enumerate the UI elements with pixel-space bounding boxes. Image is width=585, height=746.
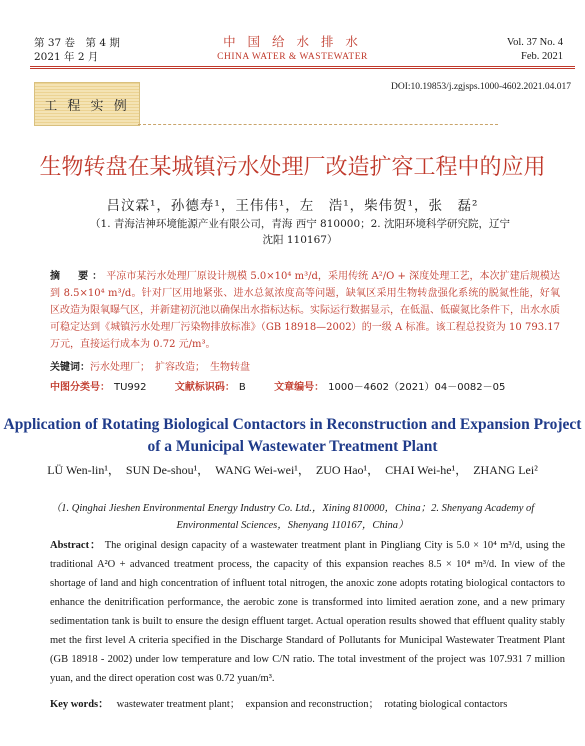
badge-divider bbox=[138, 124, 498, 125]
abstract-en-label: Abstract： bbox=[50, 540, 102, 551]
doi[interactable]: DOI:10.19853/j.zgjsps.1000-4602.2021.04.017 bbox=[391, 82, 571, 92]
clc-label: 中图分类号： bbox=[50, 382, 110, 393]
date-cn: 2021 年 2 月 bbox=[34, 51, 99, 63]
title-cn: 生物转盘在某城镇污水处理厂改造扩容工程中的应用 bbox=[39, 155, 546, 180]
journal-name bbox=[0, 34, 585, 64]
abstract-cn-text: 平凉市某污水处理厂原设计规模 5.0×10⁴ m³/d，采用传统 A²/O + 深度处理工艺，本次扩建后规模达到 8.5×10⁴ m³/d。针对厂区用地紧张、进水总氮浓度高等问题，缺氧区采用生物转盘强化系统的脱氮性能，好氧区改造为限氧曝气区，并新建初沉池以确保出水指标达标。实际运行数据显示，在低温、低碳氮比条件下，出水水质可稳定达到《城镇污水处理厂污染物排放标准》（GB 18918—2002）的一级 A 标准。该工程总投资为 10 793.17 万元，直接运行成本为 0.72 元/m³。 bbox=[50, 271, 560, 350]
abstract-en bbox=[50, 536, 565, 688]
title-en: Application of Rotating Biological Contactors in Reconstruction and Expansion Project of a Municipal Wastewater Treatment Plant bbox=[3, 416, 582, 455]
header-rule-bottom bbox=[30, 68, 575, 69]
article-no-value: 1000－4602（2021）04－0082－05 bbox=[328, 382, 506, 393]
keywords-cn-label: 关键词： bbox=[50, 362, 90, 373]
keywords-cn-text: 污水处理厂； 扩容改造； 生物转盘 bbox=[90, 362, 250, 373]
clc-value: TU992 bbox=[114, 382, 147, 393]
doc-code-value: B bbox=[238, 382, 246, 393]
abstract-cn-label: 摘 要： bbox=[50, 271, 107, 282]
section-badge: 工 程 实 例 bbox=[34, 82, 140, 126]
abstract-en-text: The original design capacity of a wastewater treatment plant in Pingliang City is 5.0 × 10⁴ m³/d, using the traditional A²O + advanced treatment process, the capacity of this expansion reaches 8.5 × 10⁴ m³/d. In view of the shortage of land and high concentration of influent total nitrogen, the anoxic zone adopts rotating biological contactors to enhance the denitrification performance, the aerobic zone is transformed into limited aeration zone, and a new primary sedimentation tank is built to ensure the design effluent target. Actual operation results showed that effluent quality stably met the first level A criteria specified in the Discharge Standard of Pollutants for Municipal Wastewater Treatment Plant (GB 18918 - 2002) under low temperature and low C/N ratio. The total investment of the project was 107.931 7 million yuan, and the direct operation cost was 0.72 yuan/m³. bbox=[50, 540, 565, 684]
journal-volume-en bbox=[507, 36, 563, 64]
keywords-en bbox=[50, 696, 565, 714]
volume-cn: 第 37 卷 第 4 期 bbox=[34, 37, 120, 49]
volume-en: Vol. 37 No. 4 bbox=[506, 37, 563, 48]
affiliation-cn: （1. 青海洁神环境能源产业有限公司，青海 西宁 810000；2. 沈阳环境科学研究院，辽宁 沈阳 110167） bbox=[90, 218, 510, 246]
abstract-cn bbox=[50, 268, 560, 353]
keywords-en-text: wastewater treatment plant； expansion and reconstruction； rotating biological contactors bbox=[116, 699, 508, 710]
header-rule-top bbox=[30, 66, 575, 67]
date-en: Feb. 2021 bbox=[521, 51, 563, 62]
journal-name-en: CHINA WATER & WASTEWATER bbox=[217, 52, 368, 62]
keywords-en-label: Key words： bbox=[50, 699, 109, 710]
journal-name-cn: 中 国 给 水 排 水 bbox=[223, 34, 362, 49]
authors-en: LÜ Wen-lin¹， SUN De-shou¹， WANG Wei-wei¹， ZUO Hao¹， CHAI Wei-he¹， ZHANG Lei² bbox=[47, 463, 538, 477]
doc-code-label: 文献标识码： bbox=[174, 382, 235, 393]
article-no-label: 文章编号： bbox=[274, 382, 325, 393]
authors-cn: 吕汶霖¹，孙德寿¹，王伟伟¹，左 浩¹，柴伟贺¹，张 磊² bbox=[106, 198, 479, 214]
affiliation-en: （1. Qinghai Jieshen Environmental Energy Industry Co. Ltd.，Xining 810000，China；2. Shenyang Academy of Environmental Sciences，Shenyang 110167，China） bbox=[50, 503, 535, 531]
classification-row bbox=[50, 378, 505, 393]
keywords-cn bbox=[50, 358, 250, 373]
